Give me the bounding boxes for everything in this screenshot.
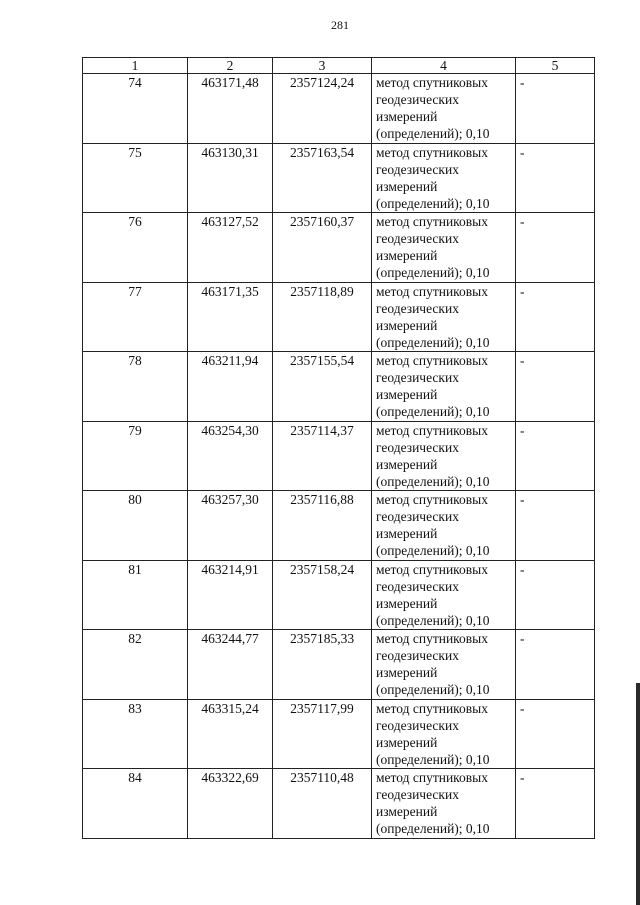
point-number-cell: 75 xyxy=(83,143,188,213)
table-row xyxy=(83,491,595,561)
table-body xyxy=(83,74,595,839)
method-cell xyxy=(372,213,516,283)
method-text-line: измерений xyxy=(376,248,438,263)
table-row xyxy=(83,630,595,700)
note-cell: - xyxy=(516,421,595,491)
method-text-line: геодезических xyxy=(376,231,459,246)
method-text-line: геодезических xyxy=(376,787,459,802)
method-text-line: геодезических xyxy=(376,300,459,316)
point-number-cell: 80 xyxy=(83,491,188,561)
x-coordinate-cell: 463171,35 xyxy=(188,282,273,352)
method-cell xyxy=(372,143,516,213)
method-text-line: измерений xyxy=(376,456,438,472)
note-cell: - xyxy=(516,560,595,630)
point-number-cell: 79 xyxy=(83,421,188,491)
method-text-line: измерений xyxy=(376,109,438,124)
method-cell xyxy=(372,421,516,491)
x-coordinate-cell: 463315,24 xyxy=(188,699,273,769)
method-text-line: метод спутниковых xyxy=(376,353,488,368)
y-coordinate-cell: 2357110,48 xyxy=(273,769,372,839)
method-text-line: геодезических xyxy=(376,92,459,107)
point-number-cell: 84 xyxy=(83,769,188,839)
x-coordinate-cell: 463257,30 xyxy=(188,491,273,561)
table-row xyxy=(83,352,595,422)
y-coordinate-cell: 2357163,54 xyxy=(273,143,372,213)
scan-edge-mark xyxy=(636,683,640,905)
method-text-line: геодезических xyxy=(376,370,459,385)
method-text-line: геодезических xyxy=(376,509,459,524)
method-text-line: измерений xyxy=(376,526,438,541)
method-text-line: измерений xyxy=(376,804,438,819)
method-text-line: (определений); 0,10 xyxy=(376,473,490,489)
method-text-line: (определений); 0,10 xyxy=(376,543,490,558)
method-text-line: метод спутниковых xyxy=(376,492,488,507)
point-number-cell: 74 xyxy=(83,74,188,144)
method-text-line: (определений); 0,10 xyxy=(376,265,490,280)
point-number-cell: 82 xyxy=(83,630,188,700)
method-text-line: (определений); 0,10 xyxy=(376,195,490,211)
method-text-line: измерений xyxy=(376,178,438,194)
table-row xyxy=(83,282,595,352)
table-row xyxy=(83,769,595,839)
y-coordinate-cell: 2357155,54 xyxy=(273,352,372,422)
note-cell: - xyxy=(516,282,595,352)
note-cell: - xyxy=(516,491,595,561)
note-cell: - xyxy=(516,74,595,144)
note-cell: - xyxy=(516,769,595,839)
page-number: 281 xyxy=(331,18,349,32)
table-row xyxy=(83,560,595,630)
method-text-line: (определений); 0,10 xyxy=(376,612,490,628)
y-coordinate-cell: 2357118,89 xyxy=(273,282,372,352)
y-coordinate-cell: 2357124,24 xyxy=(273,74,372,144)
method-text-line: измерений xyxy=(376,665,438,680)
method-text-line: геодезических xyxy=(376,578,459,594)
x-coordinate-cell: 463254,30 xyxy=(188,421,273,491)
method-cell xyxy=(372,699,516,769)
x-coordinate-cell: 463322,69 xyxy=(188,769,273,839)
note-cell: - xyxy=(516,213,595,283)
column-header-5: 5 xyxy=(516,58,595,74)
y-coordinate-cell: 2357114,37 xyxy=(273,421,372,491)
method-cell xyxy=(372,560,516,630)
table-header-row xyxy=(83,58,595,74)
x-coordinate-cell: 463211,94 xyxy=(188,352,273,422)
table-row xyxy=(83,213,595,283)
column-header-2: 2 xyxy=(188,58,273,74)
method-text-line: метод спутниковых xyxy=(376,75,488,90)
method-text-line: метод спутниковых xyxy=(376,214,488,229)
method-cell xyxy=(372,74,516,144)
note-cell: - xyxy=(516,630,595,700)
method-cell xyxy=(372,769,516,839)
method-cell xyxy=(372,352,516,422)
y-coordinate-cell: 2357117,99 xyxy=(273,699,372,769)
method-text-line: геодезических xyxy=(376,161,459,177)
method-text-line: метод спутниковых xyxy=(376,422,488,438)
x-coordinate-cell: 463244,77 xyxy=(188,630,273,700)
note-cell: - xyxy=(516,143,595,213)
method-text-line: метод спутниковых xyxy=(376,144,488,160)
note-cell: - xyxy=(516,352,595,422)
x-coordinate-cell: 463130,31 xyxy=(188,143,273,213)
point-number-cell: 76 xyxy=(83,213,188,283)
method-cell xyxy=(372,491,516,561)
column-header-4: 4 xyxy=(372,58,516,74)
method-text-line: измерений xyxy=(376,595,438,611)
table-row xyxy=(83,699,595,769)
method-cell xyxy=(372,630,516,700)
method-text-line: геодезических xyxy=(376,717,459,733)
point-number-cell: 83 xyxy=(83,699,188,769)
method-text-line: метод спутниковых xyxy=(376,561,488,577)
method-text-line: геодезических xyxy=(376,648,459,663)
method-text-line: (определений); 0,10 xyxy=(376,682,490,697)
method-text-line: метод спутниковых xyxy=(376,770,488,785)
method-text-line: метод спутниковых xyxy=(376,283,488,299)
table-row xyxy=(83,421,595,491)
coordinates-table xyxy=(82,57,595,839)
method-text-line: измерений xyxy=(376,387,438,402)
x-coordinate-cell: 463127,52 xyxy=(188,213,273,283)
y-coordinate-cell: 2357185,33 xyxy=(273,630,372,700)
point-number-cell: 81 xyxy=(83,560,188,630)
method-text-line: (определений); 0,10 xyxy=(376,821,490,836)
y-coordinate-cell: 2357160,37 xyxy=(273,213,372,283)
method-text-line: (определений); 0,10 xyxy=(376,126,490,141)
column-header-1: 1 xyxy=(83,58,188,74)
x-coordinate-cell: 463214,91 xyxy=(188,560,273,630)
x-coordinate-cell: 463171,48 xyxy=(188,74,273,144)
method-text-line: (определений); 0,10 xyxy=(376,751,490,767)
note-cell: - xyxy=(516,699,595,769)
table-row xyxy=(83,143,595,213)
table-row xyxy=(83,74,595,144)
method-text-line: метод спутниковых xyxy=(376,700,488,716)
y-coordinate-cell: 2357158,24 xyxy=(273,560,372,630)
method-text-line: метод спутниковых xyxy=(376,631,488,646)
column-header-3: 3 xyxy=(273,58,372,74)
y-coordinate-cell: 2357116,88 xyxy=(273,491,372,561)
method-text-line: геодезических xyxy=(376,439,459,455)
method-cell xyxy=(372,282,516,352)
method-text-line: (определений); 0,10 xyxy=(376,334,490,350)
point-number-cell: 77 xyxy=(83,282,188,352)
method-text-line: измерений xyxy=(376,734,438,750)
point-number-cell: 78 xyxy=(83,352,188,422)
method-text-line: (определений); 0,10 xyxy=(376,404,490,419)
method-text-line: измерений xyxy=(376,317,438,333)
